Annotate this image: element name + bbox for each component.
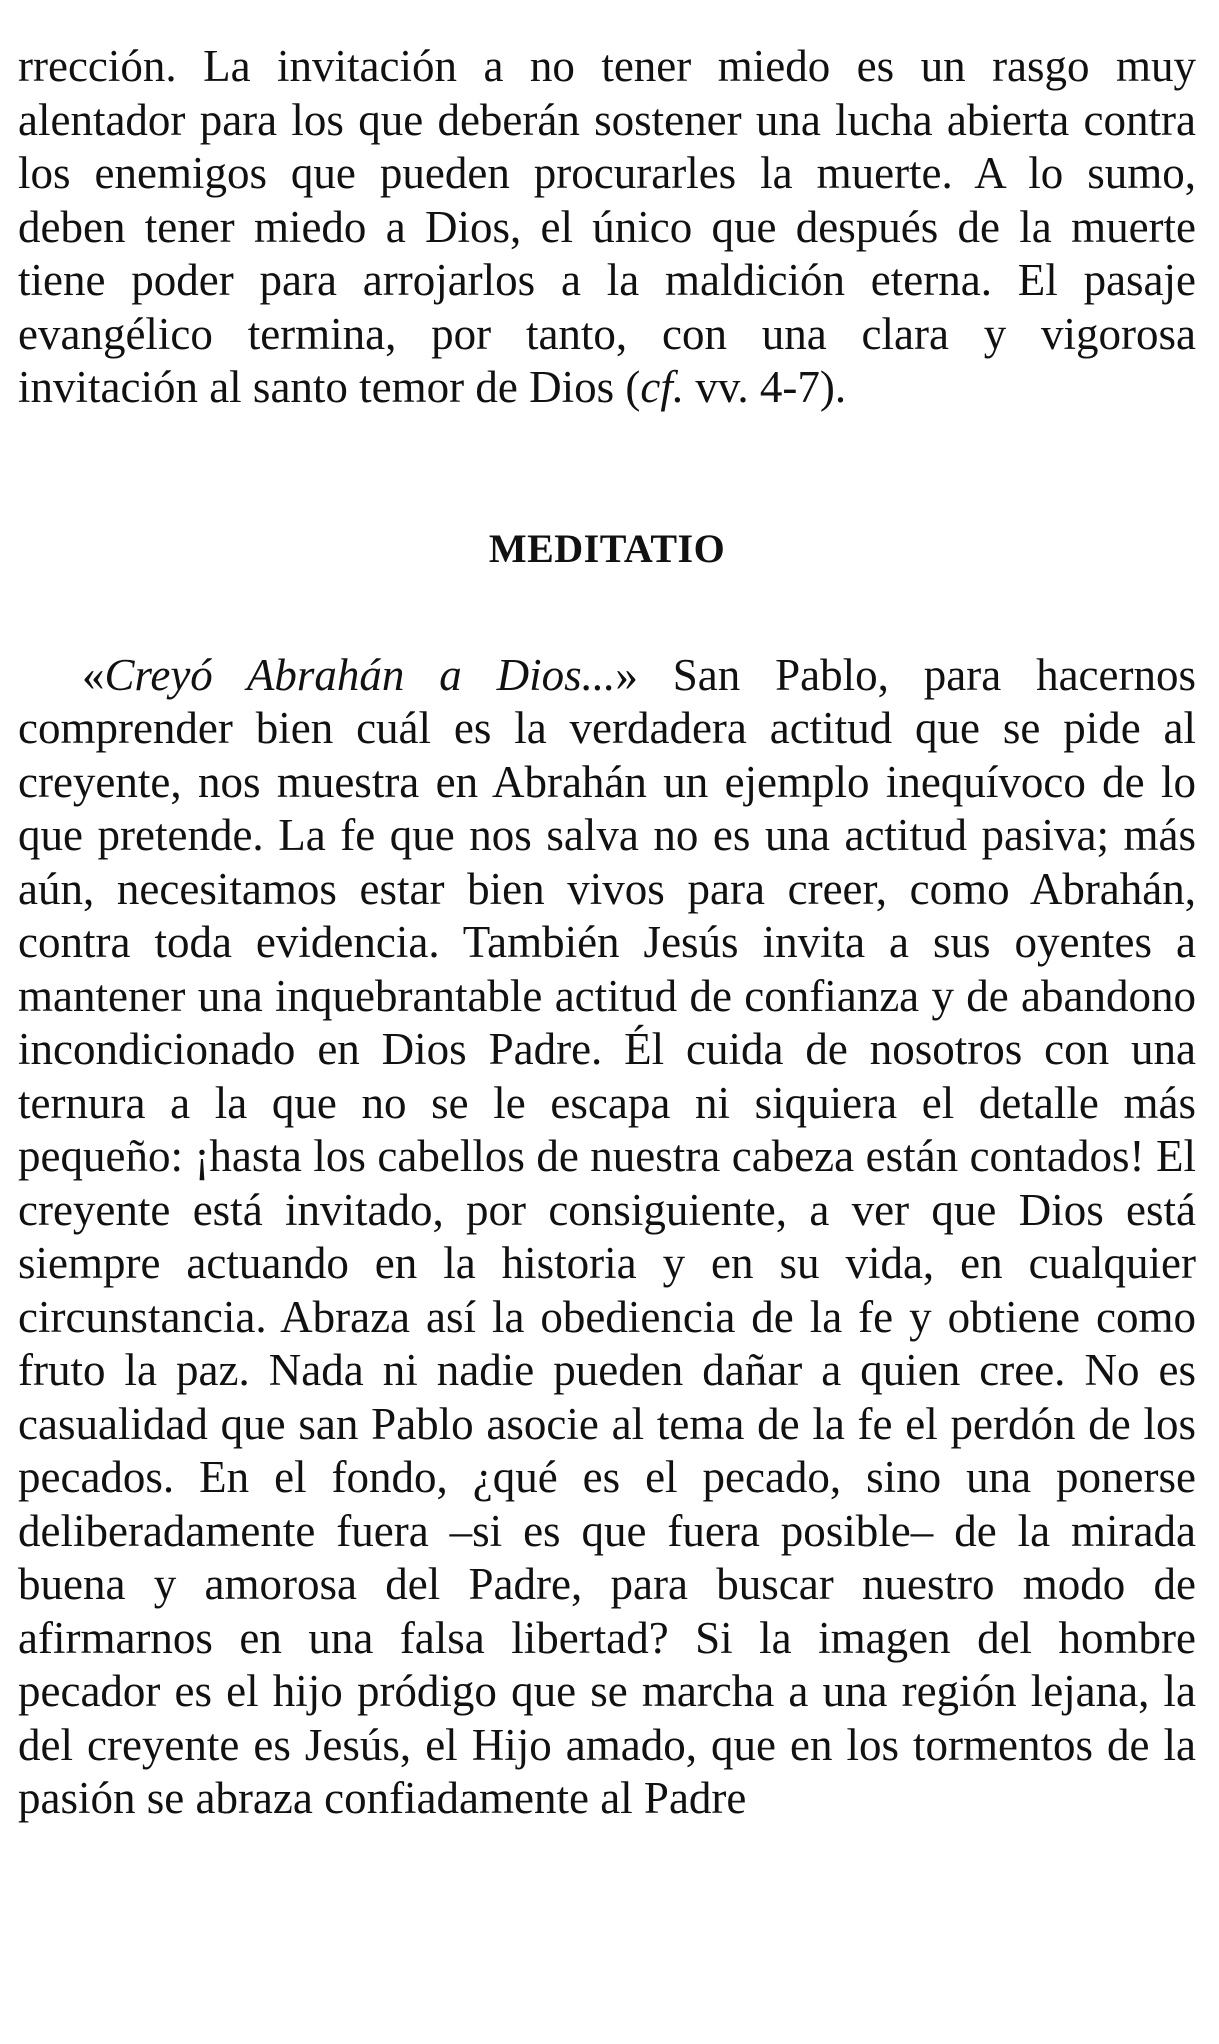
page — [18, 40, 1196, 1826]
scripture-quote: Creyó Abrahán a Dios... — [104, 649, 616, 700]
open-quote: « — [82, 649, 105, 700]
paragraph-meditatio — [18, 649, 1196, 1826]
close-quote: » — [615, 649, 638, 700]
paragraph-2-text: San Pablo, para hacernos comprender bien cuál es la verdadera actitud que se pide al creyente, nos muestra en Abrahán un ejemplo inequívoco de lo que pretende. La fe que nos salva no es una actitud pasiva; más aún, necesitamos estar bien vivos para creer, como Abrahán, contra toda evidencia. También Jesús invita a sus oyentes a mantener una inquebrantable actitud de confianza y de abandono incondicionado en Dios Padre. Él cuida de nosotros con una ternura a la que no se le escapa ni siquiera el detalle más pequeño: ¡hasta los cabellos de nuestra cabeza están contados! El creyente está invitado, por consiguiente, a ver que Dios está siempre actuando en la historia y en su vida, en cualquier circunstancia. Abraza así la obediencia de la fe y obtiene como fruto la paz. Nada ni nadie pueden dañar a quien cree. No es casualidad que san Pablo asocie al tema de la fe el perdón de los pecados. En el fondo, ¿qué es el pecado, sino una ponerse deliberadamente fuera –si es que fuera posible– de la mirada buena y amorosa del Padre, para buscar nuestro modo de afirmarnos en una falsa libertad? Si la imagen del hombre pecador es el hijo pródigo que se marcha a una región lejana, la del creyente es Jesús, el Hijo amado, que en los tormentos de la pasión se abraza confiadamente al Padre — [18, 649, 1196, 1823]
section-heading: MEDITATIO — [488, 525, 726, 571]
cf-reference: cf. — [640, 362, 685, 412]
paragraph-continuation — [18, 40, 1196, 415]
verse-reference: vv. 4-7). — [684, 362, 847, 412]
paragraph-1-text: rrección. La invitación a no tener miedo es un rasgo muy alentador para los que deberán sostener una lucha abierta contra los enemigos que pueden procurarles la muerte. A lo sumo, deben tener miedo a Dios, el único que después de la muerte tiene poder para arrojarlos a la maldición eterna. El pasaje evangélico termina, por tanto, con una clara y vigorosa invitación al santo temor de Dios ( — [18, 41, 1196, 412]
